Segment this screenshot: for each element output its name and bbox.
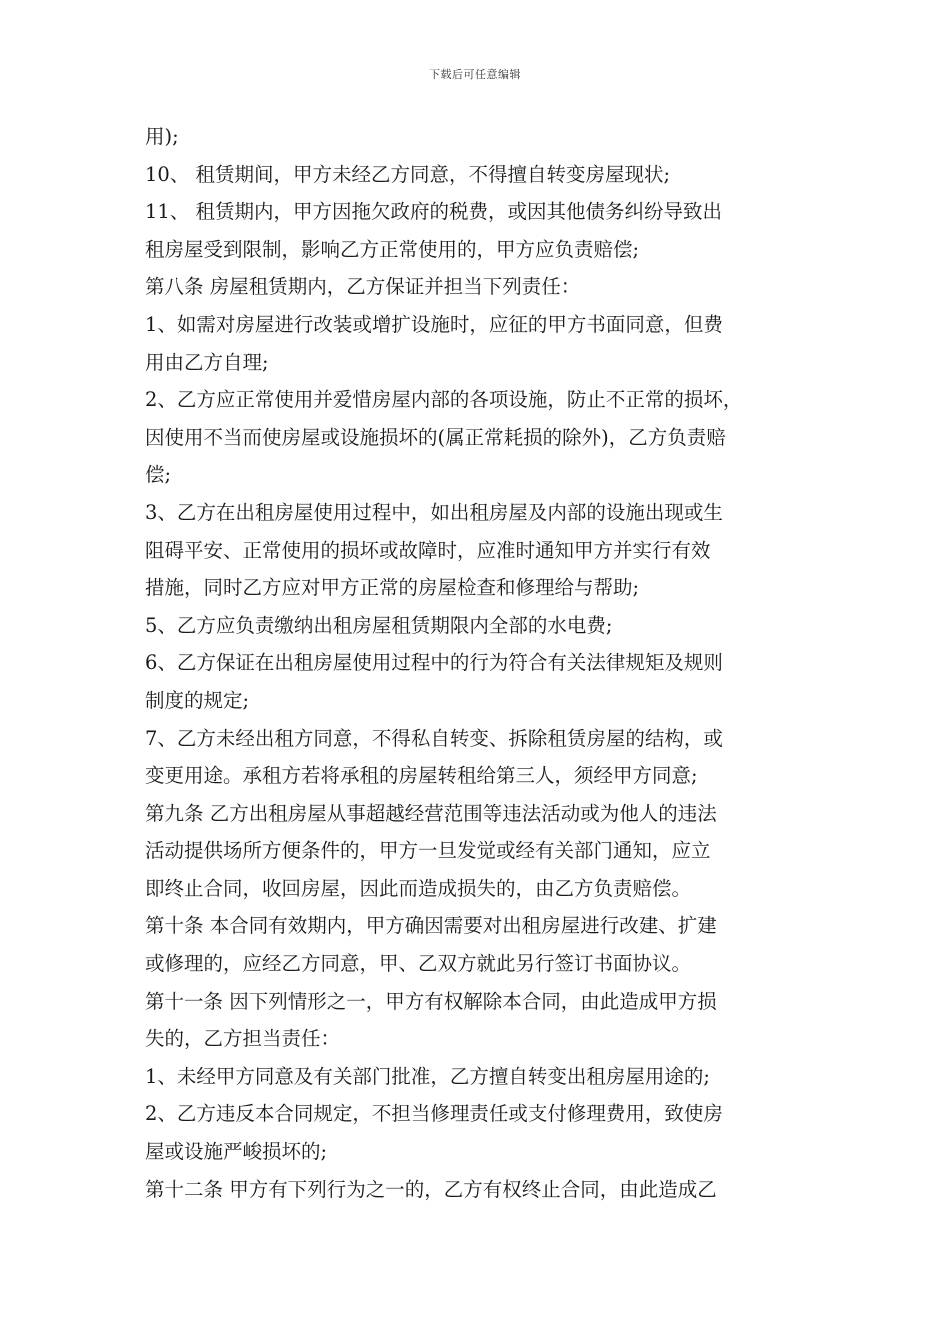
text-line: 1、未经甲方同意及有关部门批准，乙方擅自转变出租房屋用途的; — [145, 1064, 710, 1088]
contract-body — [145, 118, 810, 1208]
text-line: 1、如需对房屋进行改装或增扩设施时，应征的甲方书面同意，但费 — [145, 312, 723, 336]
text-line: 因使用不当而使房屋或设施损坏的(属正常耗损的除外)，乙方负责赔 — [145, 425, 726, 449]
text-line: 5、乙方应负责缴纳出租房屋租赁期限内全部的水电费; — [145, 613, 613, 637]
text-line: 7、乙方未经出租方同意，不得私自转变、拆除租赁房屋的结构，或 — [145, 726, 723, 750]
text-line: 或修理的，应经乙方同意，甲、乙双方就此另行签订书面协议。 — [145, 952, 692, 976]
text-line: 10、 租赁期间，甲方未经乙方同意，不得擅自转变房屋现状; — [145, 162, 671, 186]
text-line: 措施，同时乙方应对甲方正常的房屋检查和修理给与帮助; — [145, 576, 640, 600]
text-line: 失的，乙方担当责任： — [145, 1027, 341, 1051]
text-line: 3、乙方在出租房屋使用过程中，如出租房屋及内部的设施出现或生 — [145, 500, 723, 524]
page-header: 下载后可任意编辑 — [429, 68, 521, 81]
text-line: 第八条 房屋租赁期内，乙方保证并担当下列责任： — [145, 275, 581, 299]
text-line: 阻碍平安、正常使用的损坏或故障时，应准时通知甲方并实行有效 — [145, 538, 711, 562]
text-line: 偿; — [145, 463, 172, 487]
text-line: 11、 租赁期内，甲方因拖欠政府的税费，或因其他债务纠纷导致出 — [145, 200, 723, 224]
text-line: 即终止合同，收回房屋，因此而造成损失的，由乙方负责赔偿。 — [145, 876, 692, 900]
text-line: 变更用途。承租方若将承租的房屋转租给第三人，须经甲方同意; — [145, 764, 698, 788]
text-line: 第十二条 甲方有下列行为之一的，乙方有权终止合同，由此造成乙 — [145, 1177, 717, 1201]
text-line: 第十一条 因下列情形之一，甲方有权解除本合同，由此造成甲方损 — [145, 989, 717, 1013]
text-line: 第九条 乙方出租房屋从事超越经营范围等违法活动或为他人的违法 — [145, 801, 717, 825]
text-line: 6、乙方保证在出租房屋使用过程中的行为符合有关法律规矩及规则 — [145, 651, 723, 675]
text-line: 活动提供场所方便条件的，甲方一旦发觉或经有关部门通知，应立 — [145, 839, 711, 863]
text-line: 2、乙方违反本合同规定，不担当修理责任或支付修理费用，致使房 — [145, 1102, 723, 1126]
text-line: 制度的规定; — [145, 688, 250, 712]
text-line: 第十条 本合同有效期内，甲方确因需要对出租房屋进行改建、扩建 — [145, 914, 717, 938]
text-line: 租房屋受到限制，影响乙方正常使用的，甲方应负责赔偿; — [145, 237, 640, 261]
text-line: 2、乙方应正常使用并爱惜房屋内部的各项设施，防止不正常的损坏， — [145, 388, 743, 412]
text-line: 屋或设施严峻损坏的; — [145, 1140, 328, 1164]
text-line: 用由乙方自理; — [145, 350, 269, 374]
text-line: 用); — [145, 125, 179, 148]
